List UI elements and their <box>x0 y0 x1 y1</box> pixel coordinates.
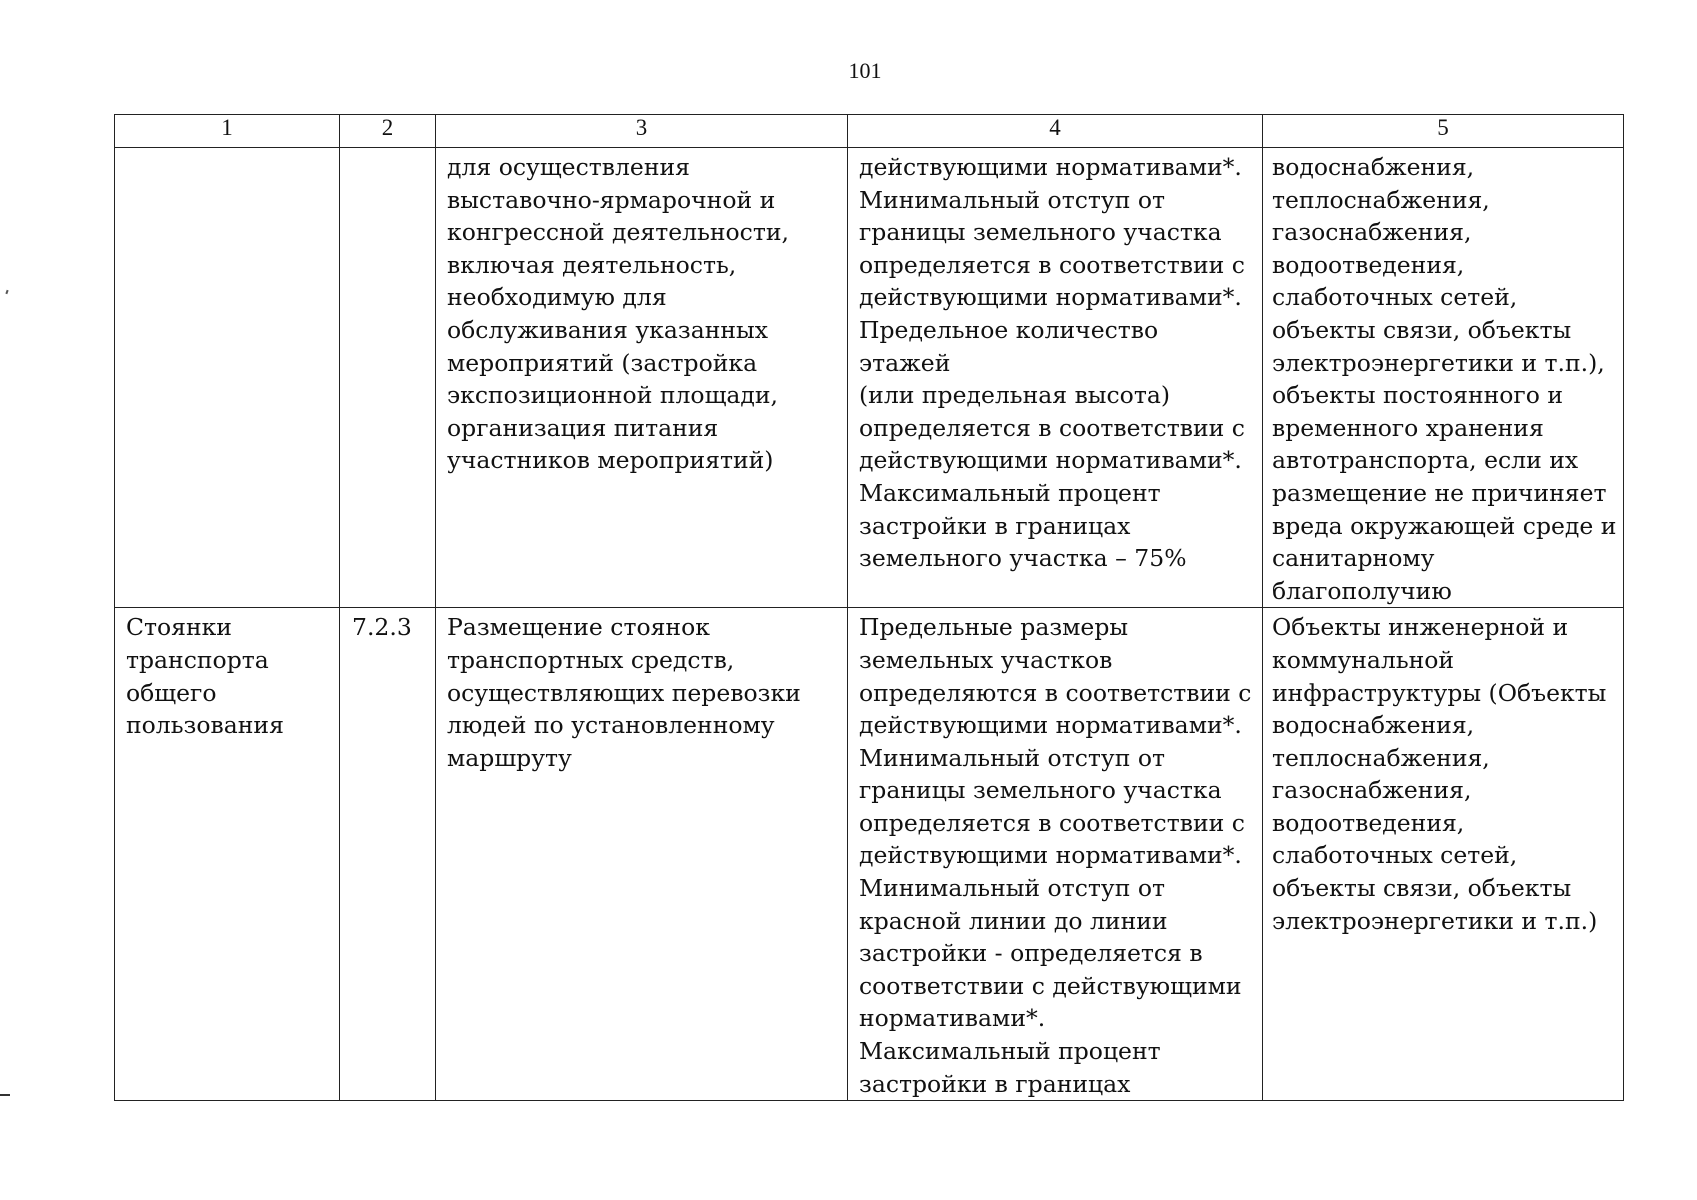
table-header-row <box>115 115 1624 148</box>
regulations-table <box>114 114 1624 1101</box>
column-header-3: 3 <box>436 115 848 148</box>
code-text: 7.2.3 <box>352 613 412 642</box>
column-header-5: 5 <box>1263 115 1624 148</box>
cell-auxiliary-uses <box>1263 608 1624 1101</box>
cell-description <box>436 148 848 608</box>
column-header-1: 1 <box>115 115 340 148</box>
auxiliary-uses-text: Объекты инженерной и коммунальной инфраструктуры (Объекты водоснабжения, теплоснабжения, газоснабжения, водоотведения, слаботочных сетей, объекты связи, объекты электроэнергетики и т.п.) <box>1272 613 1607 935</box>
scan-speck <box>5 290 8 294</box>
margin-mark <box>0 1094 10 1096</box>
cell-use-type <box>115 608 340 1101</box>
cell-parameters <box>848 148 1263 608</box>
cell-parameters <box>848 608 1263 1101</box>
cell-use-type <box>115 148 340 608</box>
page-number: 101 <box>848 58 882 83</box>
use-type-text: Стоянки транспорта общего пользования <box>126 613 284 740</box>
column-header-2: 2 <box>340 115 436 148</box>
description-text: для осуществления выставочно-ярмарочной и конгрессной деятельности, включая деятельность, необходимую для обслуживания указанных мероприятий (застройка экспозиционной площади, организация питания участников мероприятий) <box>447 153 789 475</box>
cell-description <box>436 608 848 1101</box>
table-row <box>115 608 1624 1101</box>
cell-code <box>340 148 436 608</box>
table-row <box>115 148 1624 608</box>
parameters-text: действующими нормативами*. Минимальный отступ от границы земельного участка определяется в соответствии с действующими нормативами*. Предельное количество этажей (или предельная высота) определяется в соответствии с действующими нормативами*. Максимальный процент застройки в границах земельного участка – 75% <box>859 153 1245 573</box>
use-type-text <box>115 148 339 151</box>
code-text <box>340 148 435 151</box>
auxiliary-uses-text: водоснабжения, теплоснабжения, газоснабжения, водоотведения, слаботочных сетей, объекты связи, объекты электроэнергетики и т.п.), объекты постоянного и временного хранения автотранспорта, если их размещение не причиняет вреда окружающей среде и санитарному благополучию <box>1272 153 1617 605</box>
cell-code <box>340 608 436 1101</box>
column-header-4: 4 <box>848 115 1263 148</box>
cell-auxiliary-uses <box>1263 148 1624 608</box>
description-text: Размещение стоянок транспортных средств, осуществляющих перевозки людей по установленному маршруту <box>447 613 801 772</box>
parameters-text: Предельные размеры земельных участков определяются в соответствии с действующими нормативами*. Минимальный отступ от границы земельного участка определяется в соответствии с действующими нормативами*. Минимальный отступ от красной линии до линии застройки - определяется в соответствии с действующими нормативами*. Максимальный процент застройки в границах <box>859 613 1252 1098</box>
